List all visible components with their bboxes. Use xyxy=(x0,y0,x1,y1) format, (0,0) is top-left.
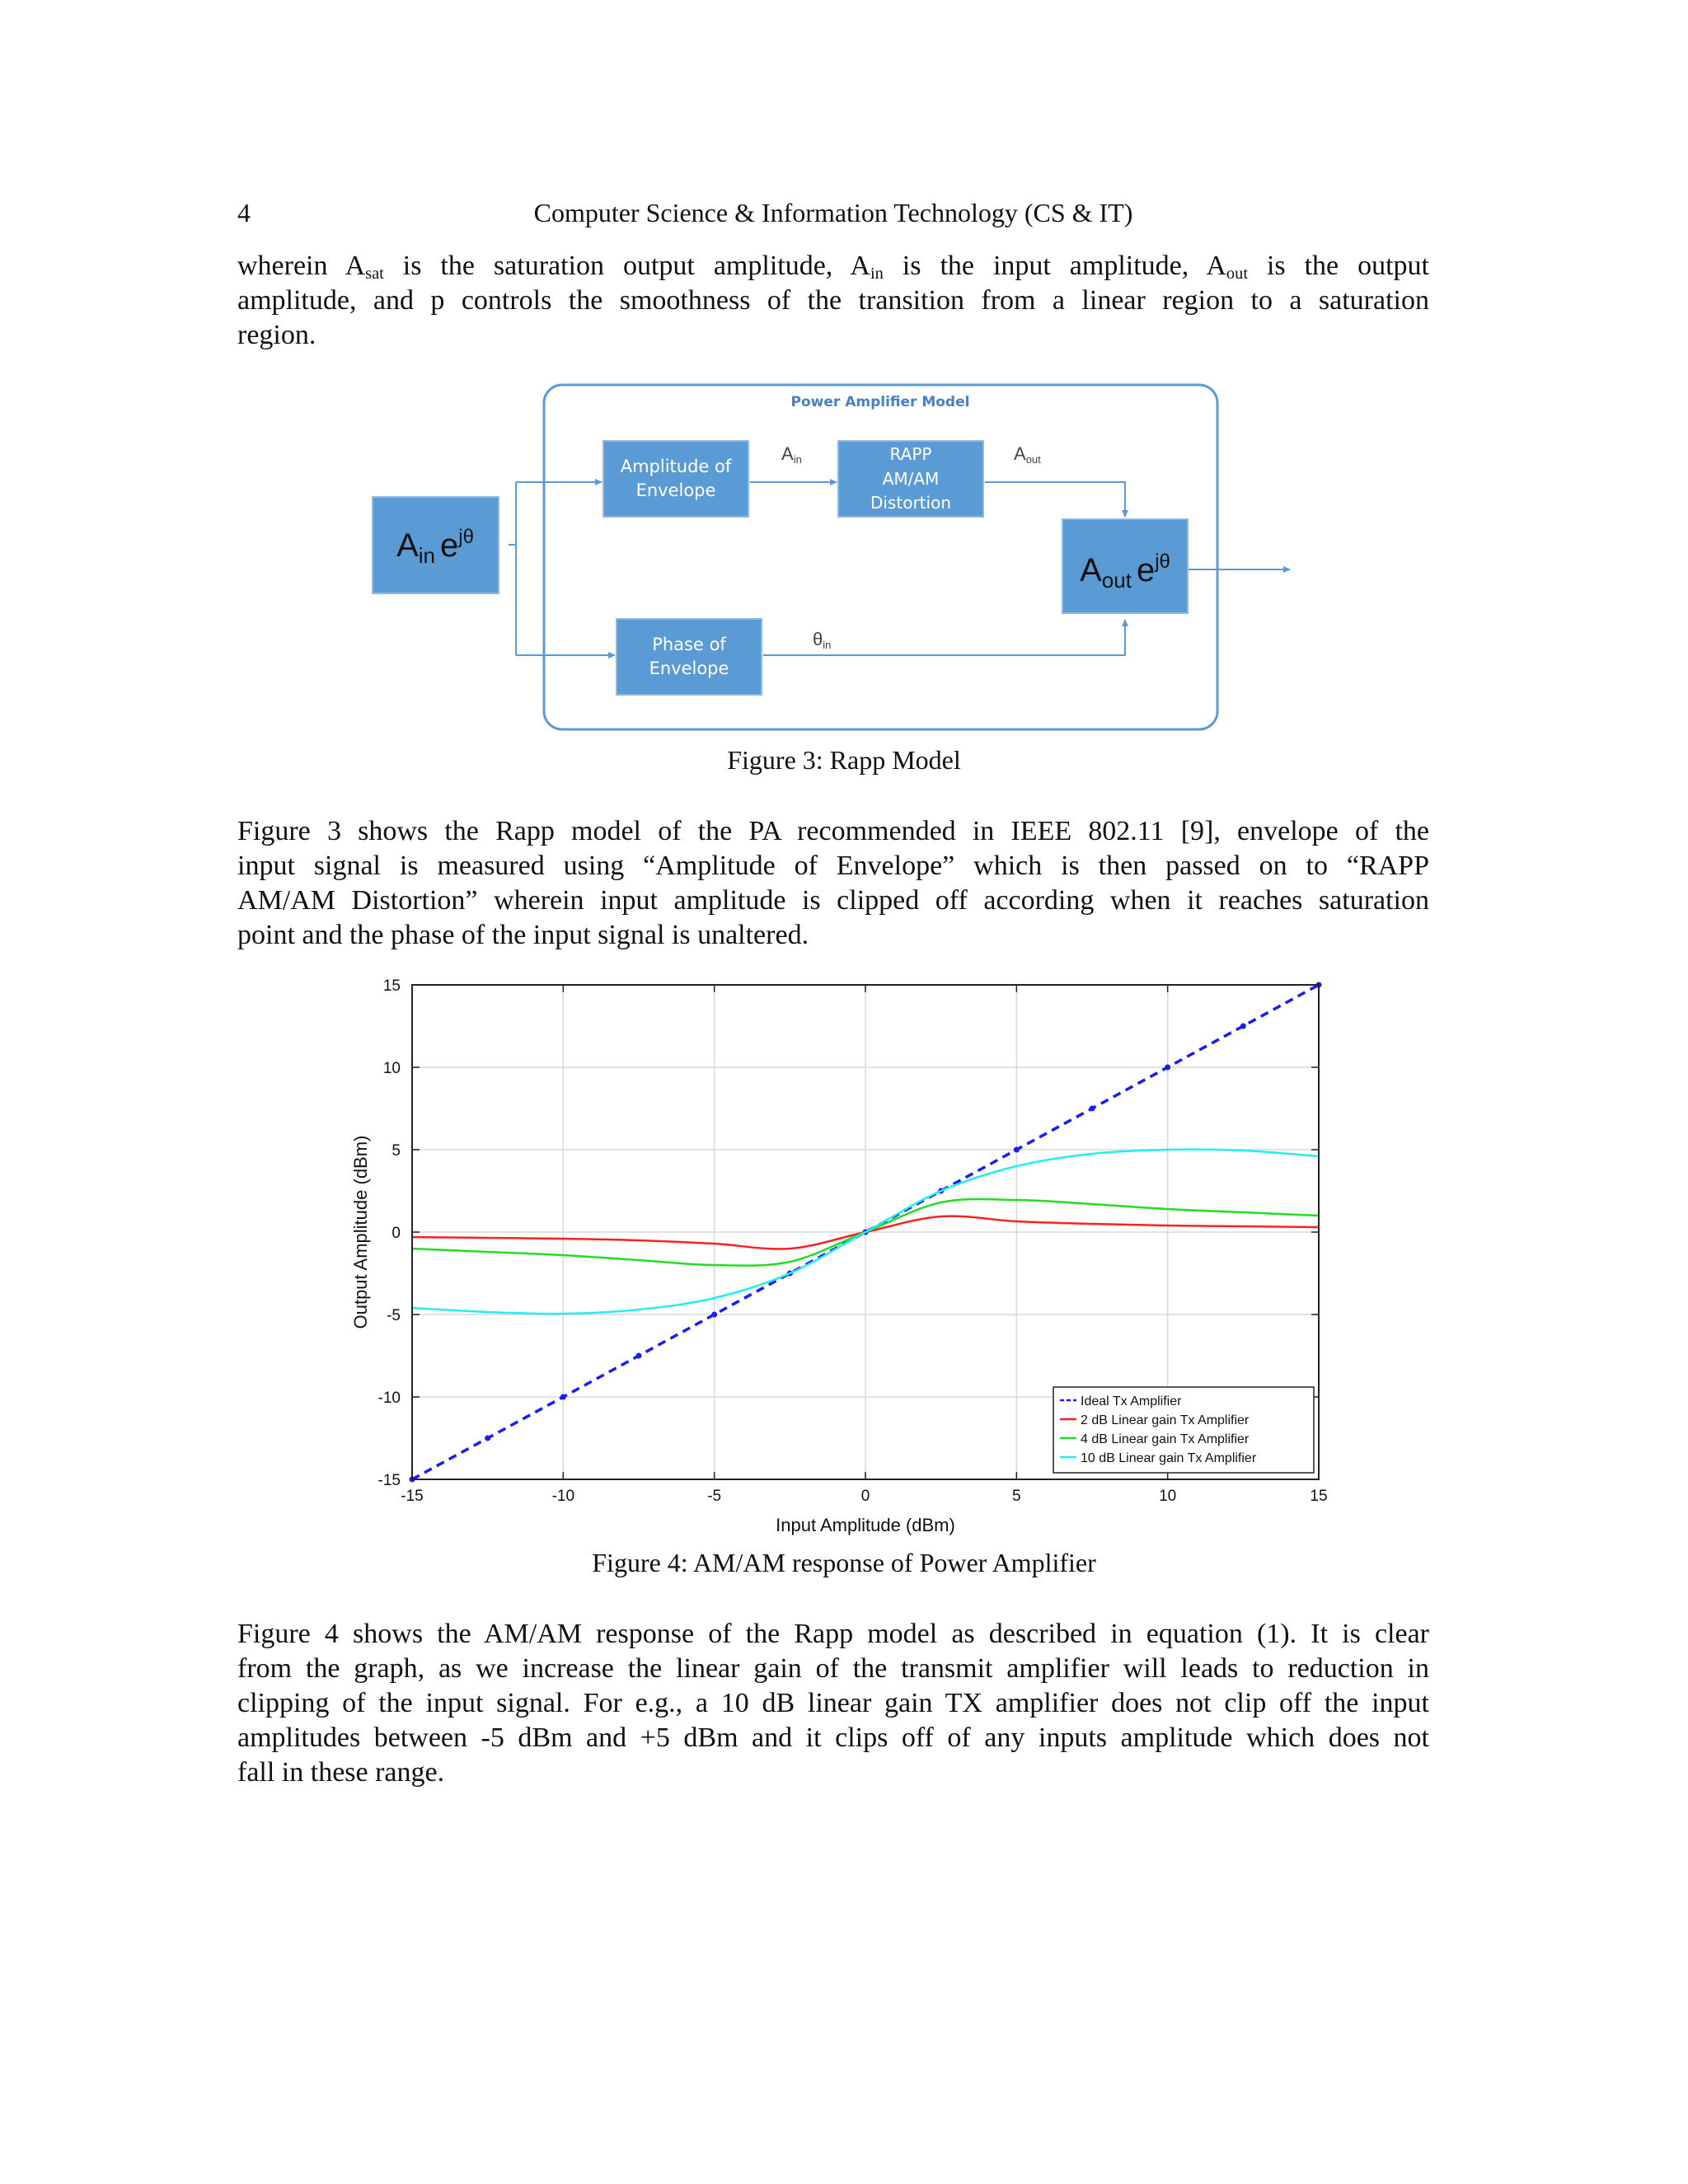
legend-label: 10 dB Linear gain Tx Amplifier xyxy=(1081,1451,1257,1465)
output-signal-label: $A_{out}$ $e^{j\theta}$ xyxy=(1080,551,1170,593)
y-tick-label: -15 xyxy=(377,1472,401,1489)
svg-text:AM/AM: AM/AM xyxy=(882,469,940,489)
paragraph-3-line: Figure 4 shows the AM/AM response of the Rapp model as described in equation (1). It is clear xyxy=(237,1619,1429,1649)
series-0-point xyxy=(1090,1106,1095,1112)
phase-of-envelope-block xyxy=(617,619,762,695)
series-0-point xyxy=(636,1353,642,1359)
y-tick-label: -5 xyxy=(387,1307,401,1324)
legend-label: Ideal Tx Amplifier xyxy=(1081,1394,1182,1408)
am-am-response-chart xyxy=(346,972,1335,1541)
diagram-title: Power Amplifier Model xyxy=(790,394,970,410)
paragraph-3-line: from the graph, as we increase the linear gain of the transmit amplifier will leads to reduction in xyxy=(237,1653,1429,1684)
paragraph-3-line: clipping of the input signal. For e.g., a 10 dB linear gain TX amplifier does not clip off the input xyxy=(237,1688,1429,1718)
series-0-point xyxy=(1240,1024,1246,1029)
legend-label: 2 dB Linear gain Tx Amplifier xyxy=(1081,1413,1250,1427)
x-tick-label: -5 xyxy=(707,1488,722,1505)
paragraph-2 xyxy=(237,814,1429,953)
chart-legend xyxy=(1053,1387,1314,1473)
paragraph-1-line-1: wherein $A_{sat}$ is the saturation output amplitude, $A_{in}$ is the input amplitude, $A_{out}$ is the output xyxy=(237,251,1429,284)
paragraph-1-line-3: region. xyxy=(237,320,316,350)
svg-text:Distortion: Distortion xyxy=(870,493,951,513)
svg-text:Envelope: Envelope xyxy=(635,480,716,500)
y-tick-label: 0 xyxy=(392,1225,401,1242)
input-signal-block xyxy=(373,497,499,593)
series-0-point xyxy=(485,1436,490,1441)
amplitude-of-envelope-block xyxy=(603,441,748,517)
y-tick-label: -10 xyxy=(377,1390,401,1407)
x-tick-label: 0 xyxy=(860,1488,870,1505)
svg-text:Amplitude of: Amplitude of xyxy=(620,457,732,476)
series-0-point xyxy=(1014,1147,1020,1153)
series-0-point xyxy=(560,1394,566,1400)
y-tick-label: 15 xyxy=(382,977,401,995)
y-axis-label: Output Amplitude (dBm) xyxy=(350,1135,371,1329)
paragraph-3-line: amplitudes between -5 dBm and +5 dBm and it clips off of any inputs amplitude which does not xyxy=(237,1722,1429,1753)
arrow-to-output-from-rapp xyxy=(985,482,1125,517)
x-tick-label: 15 xyxy=(1310,1488,1328,1505)
paragraph-3 xyxy=(237,1617,1429,1790)
aout-label: Aout xyxy=(1014,443,1041,466)
x-tick-label: -10 xyxy=(551,1488,575,1505)
paragraph-1-line-2: amplitude, and p controls the smoothness of the transition from a linear region to a saturation xyxy=(237,285,1429,316)
paragraph-2-line: AM/AM Distortion” wherein input amplitude is clipped off according when it reaches saturation xyxy=(237,885,1429,916)
paragraph-2-line: Figure 3 shows the Rapp model of the PA recommended in IEEE 802.11 [9], envelope of the xyxy=(237,816,1429,846)
x-tick-label: 10 xyxy=(1159,1488,1177,1505)
legend-label: 4 dB Linear gain Tx Amplifier xyxy=(1081,1432,1250,1446)
svg-text:Envelope: Envelope xyxy=(649,658,729,678)
running-header xyxy=(237,198,1429,231)
figure-4-caption: Figure 4: AM/AM response of Power Amplifier xyxy=(592,1548,1096,1577)
paragraph-2-line: input signal is measured using “Amplitude of Envelope” which is then passed on to “RAPP xyxy=(237,851,1429,881)
x-tick-label: -15 xyxy=(401,1488,424,1505)
y-tick-label: 10 xyxy=(382,1060,401,1077)
journal-title: Computer Science & Information Technology (CS & IT) xyxy=(533,198,1133,227)
svg-text:Phase of: Phase of xyxy=(652,635,726,654)
theta-label: θin xyxy=(813,629,832,651)
paragraph-2-line: point and the phase of the input signal is unaltered. xyxy=(237,920,809,950)
x-axis-label: Input Amplitude (dBm) xyxy=(776,1515,955,1535)
ain-label: Ain xyxy=(781,443,802,466)
paragraph-1 xyxy=(237,249,1429,353)
page-number: 4 xyxy=(237,198,251,227)
input-signal-label: $A_{in}$ $e^{j\theta}$ xyxy=(396,526,474,568)
series-0-point xyxy=(1165,1065,1170,1071)
rapp-model-diagram xyxy=(363,375,1302,738)
figure-3-caption: Figure 3: Rapp Model xyxy=(727,745,961,775)
x-tick-label: 5 xyxy=(1012,1488,1021,1505)
y-tick-label: 5 xyxy=(392,1142,401,1160)
svg-text:RAPP: RAPP xyxy=(889,444,932,464)
series-0-point xyxy=(711,1312,717,1318)
paragraph-3-line: fall in these range. xyxy=(237,1757,445,1788)
